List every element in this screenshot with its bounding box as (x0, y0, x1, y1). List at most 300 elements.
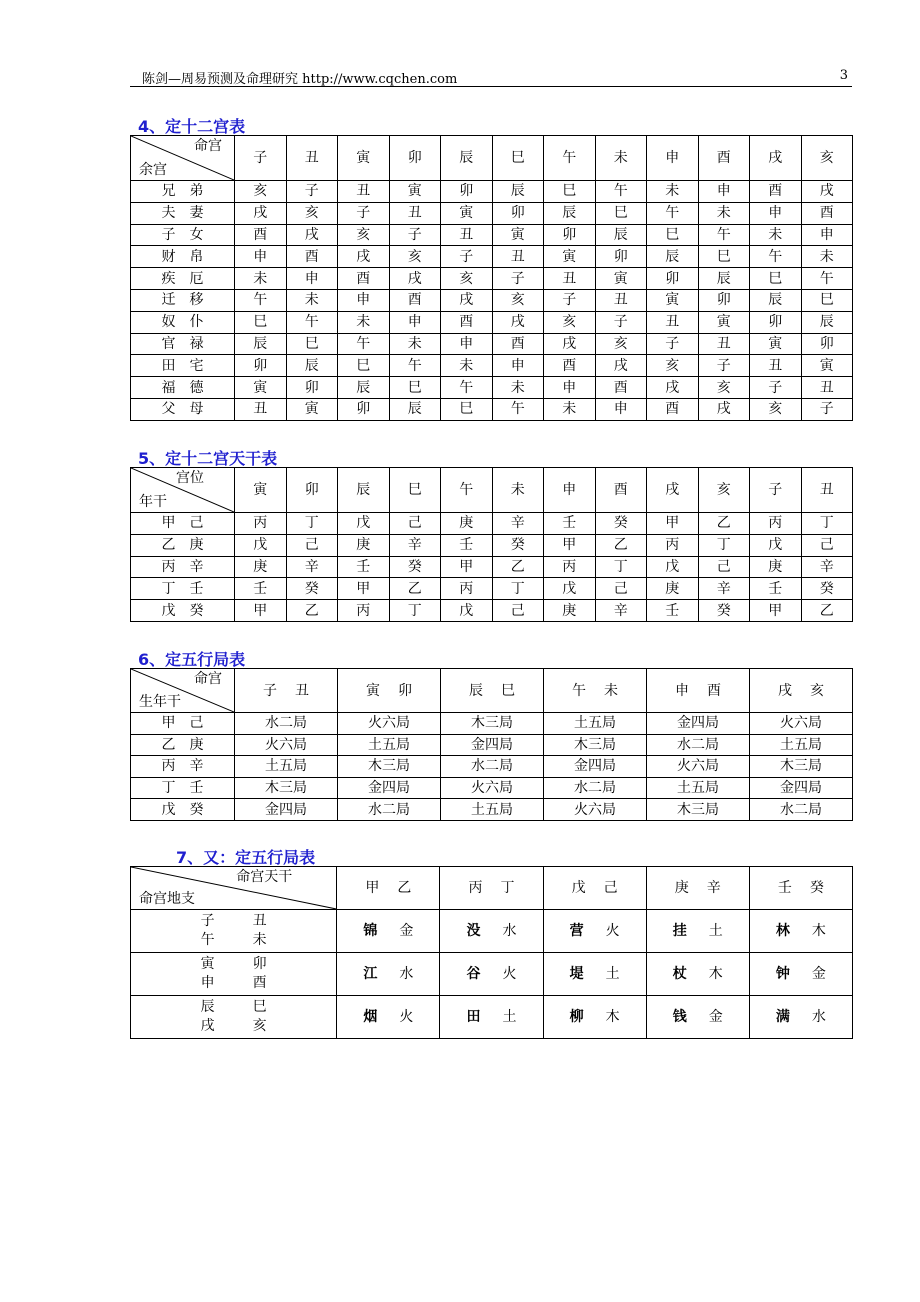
table-cell: 火六局 (441, 777, 544, 799)
table-row (131, 756, 853, 778)
table-cell: 丙 (544, 556, 596, 578)
table-cell: 寅 (698, 311, 750, 333)
table-cell: 戌 (441, 289, 493, 311)
nayin-element: 火 (502, 966, 517, 982)
column-header: 子 (750, 468, 802, 513)
table-cell: 金四局 (544, 756, 647, 778)
table-cell: 未 (235, 268, 287, 290)
nayin-element: 水 (811, 1009, 826, 1025)
table-cell: 丑 (441, 224, 493, 246)
column-header: 寅 (338, 136, 390, 181)
table-cell: 寅 (544, 246, 596, 268)
table-cell: 乙 (286, 600, 338, 622)
table-row (131, 181, 853, 203)
table-cell: 丁 (389, 600, 441, 622)
nayin-name: 杖 (672, 966, 687, 982)
nayin-cell (337, 910, 440, 953)
table-row (131, 713, 853, 735)
row-label: 奴仆 (131, 311, 235, 333)
column-header: 戊己 (543, 867, 646, 910)
row-label: 丙辛 (131, 556, 235, 578)
table-cell: 乙 (389, 578, 441, 600)
table-cell: 水二局 (647, 734, 750, 756)
table-cell: 戊 (338, 513, 390, 535)
branch-pair: 寅卯 (200, 956, 305, 972)
table-row (131, 355, 853, 377)
table-cell: 壬 (235, 578, 287, 600)
table-cell: 子 (698, 355, 750, 377)
table-cell: 火六局 (338, 713, 441, 735)
table-cell: 癸 (698, 600, 750, 622)
table-cell: 子 (441, 246, 493, 268)
table-header-row (131, 867, 853, 910)
nayin-cell (646, 996, 749, 1039)
table-cell: 戊 (235, 534, 287, 556)
table-cell: 未 (441, 355, 493, 377)
table-cell: 酉 (595, 377, 647, 399)
nayin-name: 没 (466, 923, 481, 939)
row-label: 兄弟 (131, 181, 235, 203)
table-cell: 丙 (647, 534, 699, 556)
table-cell: 壬 (338, 556, 390, 578)
table-cell: 己 (801, 534, 853, 556)
table-cell: 丙 (338, 600, 390, 622)
column-header: 卯 (389, 136, 441, 181)
table-cell: 金四局 (647, 713, 750, 735)
table-cell: 酉 (235, 224, 287, 246)
column-header: 丑 (286, 136, 338, 181)
column-header: 辰 (441, 136, 493, 181)
table-cell: 辰 (286, 355, 338, 377)
table-cell: 午 (492, 398, 544, 420)
column-header: 子 (235, 136, 287, 181)
nayin-element: 土 (502, 1009, 517, 1025)
table-cell: 未 (801, 246, 853, 268)
column-header: 亥 (801, 136, 853, 181)
table-cell: 癸 (595, 513, 647, 535)
table-cell: 火六局 (235, 734, 338, 756)
column-header: 巳 (389, 468, 441, 513)
table-cell: 辰 (338, 377, 390, 399)
table-cell: 木三局 (544, 734, 647, 756)
column-header: 丙丁 (440, 867, 543, 910)
row-label: 田宅 (131, 355, 235, 377)
row-label (131, 996, 337, 1039)
table-cell: 乙 (698, 513, 750, 535)
table-cell: 火六局 (544, 799, 647, 821)
table-cell: 己 (389, 513, 441, 535)
table-cell: 午 (235, 289, 287, 311)
table-cell: 巳 (338, 355, 390, 377)
table-cell: 庚 (235, 556, 287, 578)
table-cell: 申 (492, 355, 544, 377)
corner-cell (131, 136, 235, 181)
table-row (131, 224, 853, 246)
table-cell: 子 (492, 268, 544, 290)
row-label: 财帛 (131, 246, 235, 268)
table-cell: 甲 (544, 534, 596, 556)
table-cell: 巳 (389, 377, 441, 399)
table-cell: 亥 (595, 333, 647, 355)
table-header-row (131, 136, 853, 181)
table-cell: 辛 (389, 534, 441, 556)
table-cell: 寅 (441, 202, 493, 224)
table-cell: 己 (698, 556, 750, 578)
nayin-name: 锦 (363, 923, 378, 939)
table-cell: 子 (338, 202, 390, 224)
table-cell: 水二局 (338, 799, 441, 821)
table-cell: 午 (286, 311, 338, 333)
table-cell: 酉 (441, 311, 493, 333)
row-label: 丙辛 (131, 756, 235, 778)
column-header: 寅卯 (338, 669, 441, 713)
table-cell: 戌 (647, 377, 699, 399)
nayin-element: 火 (399, 1009, 414, 1025)
table-cell: 卯 (698, 289, 750, 311)
corner-bottom-label: 余宫 (139, 162, 167, 178)
table-cell: 卯 (544, 224, 596, 246)
nayin-name: 挂 (672, 923, 687, 939)
table-cell: 子 (801, 398, 853, 420)
table-row (131, 600, 853, 622)
column-header: 辰巳 (441, 669, 544, 713)
nayin-cell (440, 996, 543, 1039)
table-cell: 丙 (441, 578, 493, 600)
section-title-5: 5、定十二宫天干表 (138, 449, 278, 468)
nayin-cell (749, 910, 852, 953)
column-header: 申 (544, 468, 596, 513)
table-row (131, 513, 853, 535)
table-cell: 申 (389, 311, 441, 333)
table-cell: 申 (544, 377, 596, 399)
table-cell: 戌 (492, 311, 544, 333)
column-header: 酉 (698, 136, 750, 181)
table-cell: 辰 (389, 398, 441, 420)
table-cell: 丑 (389, 202, 441, 224)
table-cell: 庚 (544, 600, 596, 622)
row-label: 子女 (131, 224, 235, 246)
row-label: 戊癸 (131, 600, 235, 622)
nayin-name: 烟 (363, 1009, 378, 1025)
table-cell: 巳 (235, 311, 287, 333)
row-label: 疾厄 (131, 268, 235, 290)
table-cell: 辰 (698, 268, 750, 290)
table-cell: 卯 (235, 355, 287, 377)
table-cell: 火六局 (750, 713, 853, 735)
table-cell: 辰 (492, 181, 544, 203)
table-cell: 癸 (492, 534, 544, 556)
column-header: 申酉 (647, 669, 750, 713)
table-cell: 辛 (286, 556, 338, 578)
column-header: 戌亥 (750, 669, 853, 713)
table-cell: 未 (338, 311, 390, 333)
table-cell: 卯 (441, 181, 493, 203)
column-header: 子丑 (235, 669, 338, 713)
nayin-name: 钟 (775, 966, 790, 982)
table-cell: 金四局 (235, 799, 338, 821)
column-header: 酉 (595, 468, 647, 513)
twelve-palaces-table (130, 135, 853, 421)
table-cell: 丁 (286, 513, 338, 535)
table-row (131, 268, 853, 290)
column-header: 戌 (750, 136, 802, 181)
nayin-element: 金 (399, 923, 414, 939)
corner-bottom-label: 年干 (139, 494, 167, 510)
table-cell: 巳 (647, 224, 699, 246)
corner-bottom-label: 生年干 (139, 694, 181, 710)
column-header: 戌 (647, 468, 699, 513)
table-cell: 癸 (389, 556, 441, 578)
table-cell: 寅 (647, 289, 699, 311)
table-cell: 亥 (441, 268, 493, 290)
table-row (131, 777, 853, 799)
row-label: 迁移 (131, 289, 235, 311)
table-cell: 丁 (492, 578, 544, 600)
nayin-element: 金 (811, 966, 826, 982)
column-header: 午未 (544, 669, 647, 713)
branch-pair: 申酉 (200, 975, 305, 991)
nayin-name: 堤 (569, 966, 584, 982)
table-cell: 寅 (595, 268, 647, 290)
table-cell: 水二局 (544, 777, 647, 799)
table-cell: 辛 (492, 513, 544, 535)
table-cell: 己 (286, 534, 338, 556)
nayin-name: 营 (569, 923, 584, 939)
nayin-cell (646, 953, 749, 996)
corner-top-label: 宫位 (176, 470, 204, 486)
table-cell: 巳 (595, 202, 647, 224)
table-cell: 壬 (647, 600, 699, 622)
table-cell: 寅 (492, 224, 544, 246)
table-cell: 木三局 (750, 756, 853, 778)
table-cell: 午 (389, 355, 441, 377)
row-label: 乙庚 (131, 734, 235, 756)
table-cell: 壬 (750, 578, 802, 600)
nayin-element: 木 (811, 923, 826, 939)
table-cell: 火六局 (647, 756, 750, 778)
table-cell: 辰 (235, 333, 287, 355)
table-cell: 丑 (750, 355, 802, 377)
nayin-cell (646, 910, 749, 953)
table-cell: 午 (750, 246, 802, 268)
table-row (131, 333, 853, 355)
table-cell: 丑 (235, 398, 287, 420)
table-cell: 子 (389, 224, 441, 246)
table-cell: 甲 (235, 600, 287, 622)
table-cell: 子 (286, 181, 338, 203)
column-header: 辰 (338, 468, 390, 513)
table-cell: 未 (286, 289, 338, 311)
table-row (131, 799, 853, 821)
table-cell: 子 (544, 289, 596, 311)
branch-pair: 午未 (200, 932, 305, 948)
column-header: 甲乙 (337, 867, 440, 910)
table-cell: 未 (544, 398, 596, 420)
table-cell: 土五局 (235, 756, 338, 778)
table-cell: 戌 (801, 181, 853, 203)
branch-pair: 子丑 (200, 913, 305, 929)
nayin-name: 柳 (569, 1009, 584, 1025)
row-label: 戊癸 (131, 799, 235, 821)
row-label: 丁壬 (131, 777, 235, 799)
table-cell: 戌 (235, 202, 287, 224)
row-label: 官禄 (131, 333, 235, 355)
table-cell: 壬 (441, 534, 493, 556)
table-cell: 辰 (595, 224, 647, 246)
table-cell: 丑 (492, 246, 544, 268)
table-cell: 巳 (801, 289, 853, 311)
table-cell: 金四局 (441, 734, 544, 756)
table-cell: 庚 (750, 556, 802, 578)
table-row (131, 734, 853, 756)
table-cell: 癸 (801, 578, 853, 600)
table-cell: 木三局 (235, 777, 338, 799)
nayin-element: 水 (502, 923, 517, 939)
table-cell: 丑 (698, 333, 750, 355)
table-cell: 庚 (441, 513, 493, 535)
row-label: 甲己 (131, 713, 235, 735)
table-cell: 酉 (338, 268, 390, 290)
nayin-name: 满 (775, 1009, 790, 1025)
column-header: 午 (441, 468, 493, 513)
column-header: 午 (544, 136, 596, 181)
table-header-row (131, 468, 853, 513)
nayin-element: 土 (605, 966, 620, 982)
table-cell: 水二局 (235, 713, 338, 735)
table-cell: 卯 (286, 377, 338, 399)
header-text: 陈剑—周易预测及命理研究 http://www.cqchen.com (142, 72, 458, 87)
table-cell: 未 (647, 181, 699, 203)
table-cell: 申 (801, 224, 853, 246)
corner-top-label: 命宫天干 (236, 869, 293, 885)
nayin-cell (749, 953, 852, 996)
table-cell: 己 (595, 578, 647, 600)
table-cell: 戌 (544, 333, 596, 355)
nayin-element: 水 (399, 966, 414, 982)
table-cell: 酉 (492, 333, 544, 355)
nayin-name: 江 (363, 966, 378, 982)
table-cell: 戊 (544, 578, 596, 600)
column-header: 壬癸 (749, 867, 852, 910)
branch-pair: 辰巳 (200, 999, 305, 1015)
table-cell: 庚 (338, 534, 390, 556)
nayin-name: 林 (775, 923, 790, 939)
corner-cell (131, 867, 337, 910)
row-label: 夫妻 (131, 202, 235, 224)
table-cell: 戊 (647, 556, 699, 578)
table-cell: 丁 (698, 534, 750, 556)
table-row (131, 578, 853, 600)
nayin-name: 田 (466, 1009, 481, 1025)
table-cell: 寅 (286, 398, 338, 420)
nayin-element: 金 (708, 1009, 723, 1025)
column-header: 卯 (286, 468, 338, 513)
table-cell: 亥 (338, 224, 390, 246)
column-header: 丑 (801, 468, 853, 513)
table-row (131, 289, 853, 311)
nayin-element: 火 (605, 923, 620, 939)
table-cell: 申 (698, 181, 750, 203)
table-cell: 酉 (286, 246, 338, 268)
table-cell: 午 (647, 202, 699, 224)
table-cell: 乙 (492, 556, 544, 578)
table-row (131, 377, 853, 399)
nayin-name: 钱 (672, 1009, 687, 1025)
table-cell: 辰 (544, 202, 596, 224)
table-cell: 丁 (595, 556, 647, 578)
table-cell: 亥 (235, 181, 287, 203)
table-cell: 丑 (338, 181, 390, 203)
row-label: 福德 (131, 377, 235, 399)
table-cell: 戌 (286, 224, 338, 246)
table-cell: 酉 (801, 202, 853, 224)
table-cell: 丑 (647, 311, 699, 333)
table-cell: 水二局 (441, 756, 544, 778)
table-cell: 辰 (750, 289, 802, 311)
table-cell: 丁 (801, 513, 853, 535)
column-header: 巳 (492, 136, 544, 181)
corner-top-label: 命宫 (194, 138, 222, 154)
table-cell: 土五局 (647, 777, 750, 799)
column-header: 申 (647, 136, 699, 181)
table-cell: 戌 (338, 246, 390, 268)
nayin-cell (337, 953, 440, 996)
table-cell: 申 (235, 246, 287, 268)
column-header: 庚辛 (646, 867, 749, 910)
section-title-7: 7、又：定五行局表 (176, 848, 316, 867)
table-cell: 巳 (698, 246, 750, 268)
table-cell: 亥 (286, 202, 338, 224)
table-cell: 巳 (750, 268, 802, 290)
table-cell: 土五局 (544, 713, 647, 735)
column-header: 亥 (698, 468, 750, 513)
column-header: 未 (492, 468, 544, 513)
table-row (131, 202, 853, 224)
table-row (131, 996, 853, 1039)
page-header (130, 66, 852, 87)
table-cell: 午 (698, 224, 750, 246)
table-cell: 亥 (544, 311, 596, 333)
table-cell: 水二局 (750, 799, 853, 821)
nayin-cell (543, 910, 646, 953)
corner-bottom-label: 命宫地支 (139, 891, 195, 907)
table-cell: 庚 (647, 578, 699, 600)
column-header: 未 (595, 136, 647, 181)
table-cell: 子 (647, 333, 699, 355)
five-elements-table (130, 668, 853, 821)
table-cell: 申 (286, 268, 338, 290)
table-cell: 寅 (750, 333, 802, 355)
table-cell: 辛 (801, 556, 853, 578)
table-cell: 酉 (389, 289, 441, 311)
table-cell: 卯 (750, 311, 802, 333)
section-title-6: 6、定五行局表 (138, 650, 246, 669)
table-cell: 未 (389, 333, 441, 355)
table-cell: 亥 (750, 398, 802, 420)
table-row (131, 910, 853, 953)
table-cell: 乙 (801, 600, 853, 622)
nayin-elements-table (130, 866, 853, 1039)
table-cell: 甲 (441, 556, 493, 578)
table-cell: 木三局 (647, 799, 750, 821)
table-cell: 丑 (801, 377, 853, 399)
table-cell: 辰 (647, 246, 699, 268)
table-cell: 未 (698, 202, 750, 224)
table-cell: 寅 (801, 355, 853, 377)
table-cell: 亥 (698, 377, 750, 399)
corner-cell (131, 669, 235, 713)
row-label: 丁壬 (131, 578, 235, 600)
